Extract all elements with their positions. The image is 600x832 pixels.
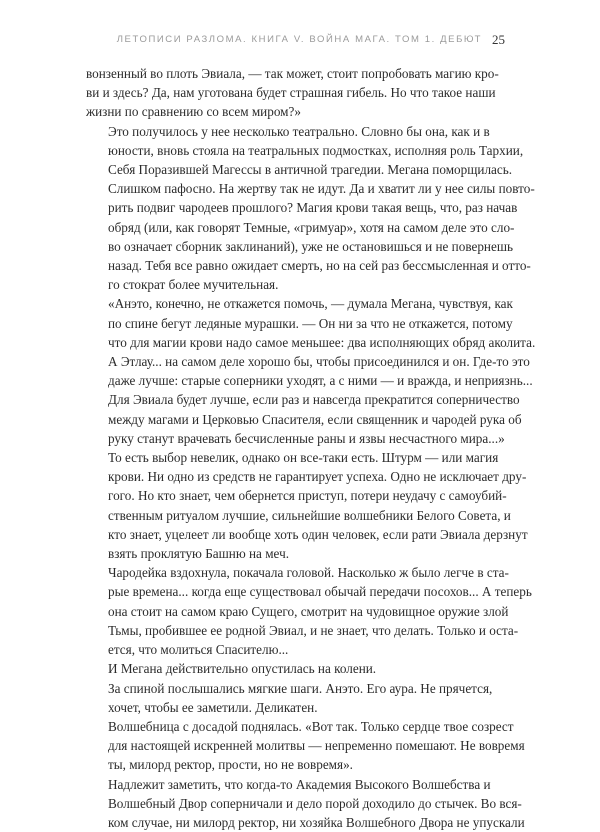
paragraph	[86, 659, 486, 678]
text-line: во означает сборник заклинаний), уже не остановишься и не повернешь	[108, 238, 513, 254]
text-line: Тьмы, пробившее ее родной Эвиал, и не знает, что делать. Только и оста-	[108, 622, 519, 638]
text-line: ком случае, ни милорд ректор, ни хозяйка Волшебного Двора не упускали	[108, 814, 525, 830]
paragraph	[86, 775, 525, 832]
text-line: для настоящей искренней молитвы — непременно помешают. Не вовремя	[108, 738, 525, 754]
text-line: она стоит на самом краю Сущего, смотрит на чудовищное оружие злой	[108, 603, 509, 619]
text-line: жизни по сравнению со всем миром?»	[86, 104, 301, 120]
paragraph	[86, 679, 493, 717]
paragraph	[86, 563, 532, 659]
text-line: руку станут врачевать бесчисленные раны и язвы несчастного мира...»	[108, 430, 505, 446]
paragraph	[86, 122, 535, 295]
text-line: ви и здесь? Да, нам уготована будет страшная гибель. Но что такое наши	[86, 85, 496, 101]
text-line: Себя Поразившей Магессы в античной трагедии. Мегана поморщилась.	[108, 162, 513, 178]
text-line: А Этлау... на самом деле хорошо бы, чтобы присоединился и он. Где-то это	[108, 354, 530, 370]
text-line: Это получилось у нее несколько театрально. Словно бы она, как и в	[108, 123, 490, 139]
text-line: За спиной послышались мягкие шаги. Анэто. Его аура. Не прячется,	[108, 680, 493, 696]
text-line: между магами и Церковью Спасителя, если священник и чародей рука об	[108, 411, 522, 427]
text-line: хочет, чтобы ее заметили. Деликатен.	[108, 699, 318, 715]
text-line: Для Эвиала будет лучше, если раз и навсегда прекратится соперничество	[108, 392, 520, 408]
text-line: Волшебный Двор соперничали и дело порой доходило до стычек. Во вся-	[108, 795, 522, 811]
text-line: кто знает, уцелеет ли вообще хоть один человек, если рати Эвиала дерзнут	[108, 526, 528, 542]
text-line: ственным ритуалом лучшие, сильнейшие волшебники Белого Совета, и	[108, 507, 511, 523]
text-line: вонзенный во плоть Эвиала, — так может, стоит попробовать магию кро-	[86, 66, 499, 81]
paragraph	[86, 717, 525, 775]
text-line: рить подвиг чародеев прошлого? Магия крови такая вещь, что, раз начав	[108, 200, 518, 216]
text-line: гого. Но кто знает, чем обернется приступ, потери неудачу с самоубий-	[108, 488, 507, 504]
text-line: ется, что молиться Спасителю...	[108, 642, 289, 658]
text-line: ты, милорд ректор, прости, но не вовремя».	[108, 757, 353, 773]
text-line: То есть выбор невелик, однако он все-таки есть. Штурм — или магия	[108, 450, 499, 466]
text-line: И Мегана действительно опустилась на колени.	[108, 661, 377, 677]
text-line: Волшебница с досадой поднялась. «Вот так. Только сердце твое созрест	[108, 718, 514, 734]
body-text	[86, 64, 536, 832]
page-number: 25	[492, 32, 505, 47]
text-line: обряд (или, как говорят Темные, «гримуар», хотя на самом деле это сло-	[108, 219, 515, 235]
running-head	[0, 34, 600, 50]
text-line: назад. Тебя все равно ожидает смерть, но на сей раз бессмысленная и отто-	[108, 258, 531, 274]
running-title: ЛЕТОПИСИ РАЗЛОМА. КНИГА V. ВОЙНА МАГА. ТОМ 1. ДЕБЮТ	[116, 34, 482, 45]
text-line: Надлежит заметить, что когда-то Академия Высокого Волшебства и	[108, 776, 491, 792]
paragraph	[86, 64, 499, 122]
text-line: по спине бегут ледяные мурашки. — Он ни за что не откажется, потому	[108, 315, 513, 331]
text-line: го стократ более мучительная.	[108, 277, 279, 293]
text-line: Слишком пафосно. На жертву так не идут. Да и хватит ли у нее силы повто-	[108, 181, 535, 197]
text-line: взять проклятую Башню на меч.	[108, 546, 289, 562]
text-line: рые времена... когда еще существовал обычай передачи посохов... А теперь	[108, 584, 532, 600]
text-line: даже лучше: старые соперники уходят, а с ними — и вражда, и неприязнь...	[108, 373, 533, 389]
text-line: крови. Ни одно из средств не гарантирует успеха. Одно не исключает дру-	[108, 469, 527, 485]
text-line: юности, вновь стояла на театральных подмостках, исполняя роль Тархии,	[108, 142, 524, 158]
text-line: Чародейка вздохнула, покачала головой. Насколько ж было легче в ста-	[108, 565, 509, 581]
text-line: что для магии крови надо самое меньшее: два исполняющих обряд аколита.	[108, 334, 536, 350]
paragraph	[86, 448, 528, 563]
paragraph	[86, 294, 536, 448]
text-line: «Анэто, конечно, не откажется помочь, — думала Мегана, чувствуя, как	[108, 296, 513, 312]
